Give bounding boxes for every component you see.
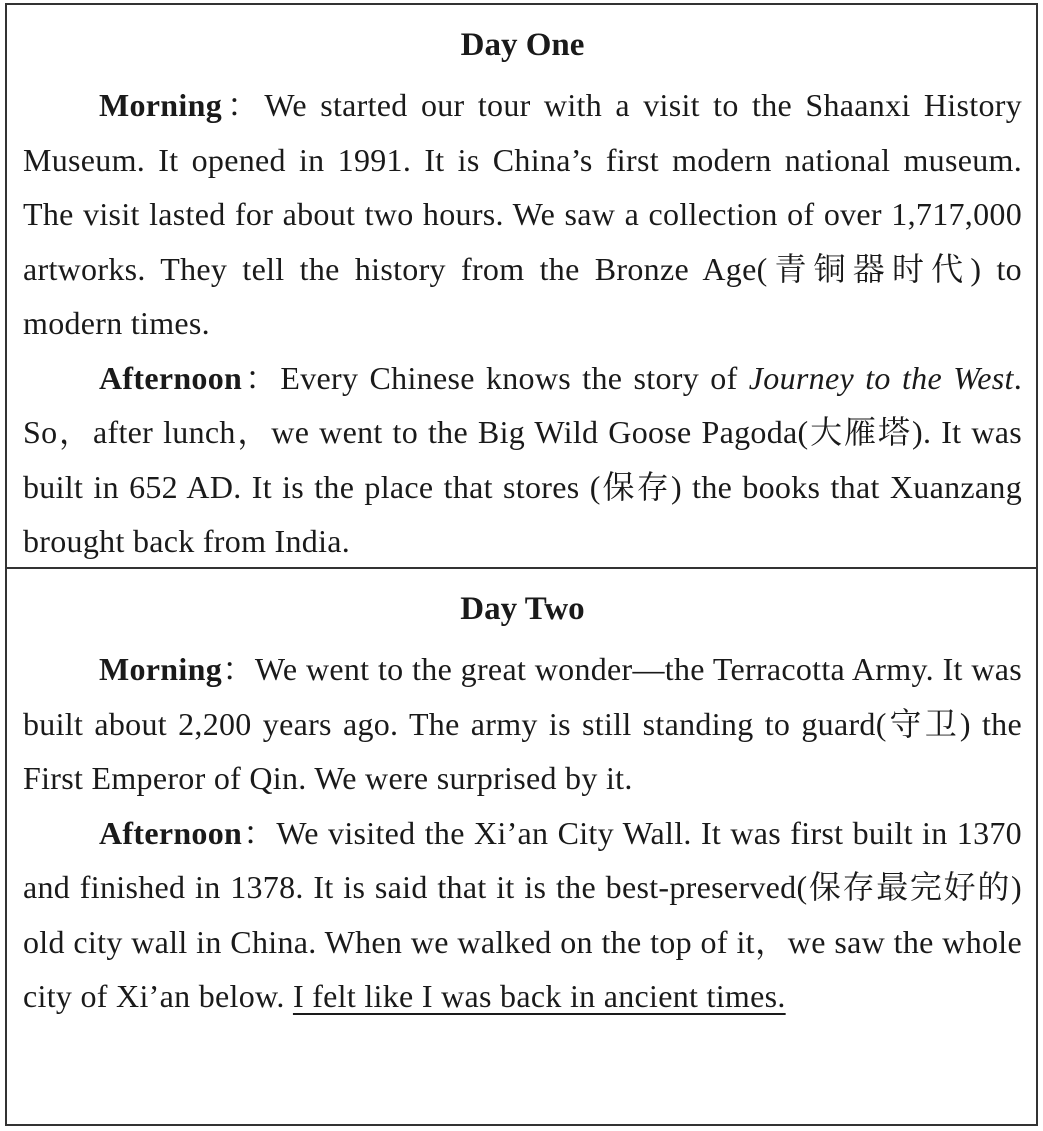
day-one-morning-separator: ： <box>222 87 265 123</box>
day-one-afternoon-label: Afternoon <box>99 359 243 396</box>
day-one-morning-text: We started our tour with a visit to the Shaanxi History Museum. It opened in 1991. It is China’s first modern national museum. The visit lasted for about two hours. We saw a collection of over 1,717,000 artworks. They tell the history from the Bronze Age(青铜器时代) to modern times. <box>23 87 1023 341</box>
day-one-afternoon-separator: ： <box>242 359 281 396</box>
book-title: Journey to the West <box>748 359 1014 396</box>
day-two-morning-separator: ： <box>222 651 255 687</box>
day-two-afternoon-text: We visited the Xi’an City Wall. It was first built in 1370 and finished in 1378. It is said that it is the best-preserved(保存最完好的) old city wall in China. When we walked on the top of it，we saw the whole city of Xi’an below. <box>23 814 1022 1014</box>
day-two-title: Day Two <box>460 591 585 627</box>
day-two-afternoon-separator: ： <box>242 814 277 851</box>
underlined-sentence: I felt like I was back in ancient times. <box>292 978 786 1014</box>
day-one-morning-paragraph <box>23 78 1022 351</box>
day-two-afternoon-label: Afternoon <box>99 814 243 851</box>
day-two-section <box>7 569 1036 1124</box>
day-one-section <box>7 5 1036 569</box>
day-one-title: Day One <box>460 27 585 63</box>
day-two-morning-label: Morning <box>99 651 222 687</box>
day-one-afternoon-text-before: Every Chinese knows the story of <box>280 359 749 396</box>
day-one-afternoon-paragraph <box>23 351 1022 569</box>
day-one-morning-label: Morning <box>99 87 222 123</box>
day-one-afternoon-text-after: . So，after lunch，we went to the Big Wild Goose Pagoda(大雁塔). It was built in 652 AD. It is the place that stores (保存) the books that Xuanzang brought back from India. <box>23 359 1022 559</box>
day-two-morning-text: We went to the great wonder—the Terracotta Army. It was built about 2,200 years ago. The army is still standing to guard(守卫) the First Emperor of Qin. We were surprised by it. <box>23 651 1022 796</box>
day-two-morning-paragraph <box>23 642 1022 806</box>
day-two-afternoon-paragraph <box>23 806 1022 1024</box>
itinerary-table <box>5 3 1038 1126</box>
